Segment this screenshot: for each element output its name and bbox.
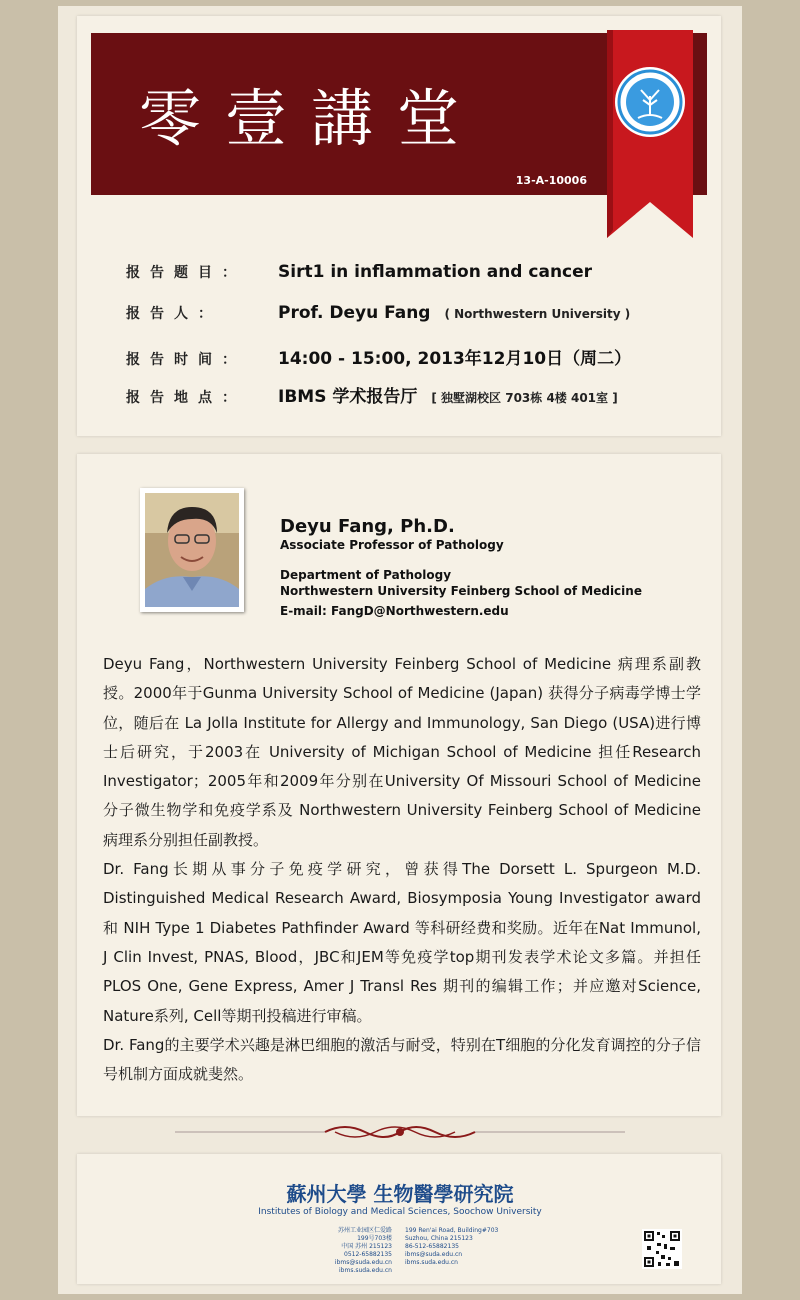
speaker-email: E-mail: FangD@Northwestern.edu [280, 604, 509, 618]
speaker-photo [140, 488, 244, 612]
qr-code-icon [642, 1229, 682, 1269]
ornament-divider [175, 1120, 625, 1144]
institute-name-en: Institutes of Biology and Medical Sciences, Soochow University [258, 1207, 542, 1217]
address-line: 中国 苏州 215123 [341, 1243, 392, 1250]
venue-label: 报告地点： [126, 390, 246, 406]
bio-paragraph: Dr. Fang的主要学术兴趣是淋巴细胞的激活与耐受，特别在T细胞的分化发育调控的分子信号机制方面成就斐然。 [103, 1035, 701, 1084]
event-code: 13-A-10006 [515, 174, 587, 187]
address-cn [332, 1227, 392, 1275]
topic-value: Sirt1 in inflammation and cancer [278, 262, 593, 282]
info-row-speaker [126, 303, 630, 323]
speaker-name: Deyu Fang, Ph.D. [280, 516, 455, 537]
footer-panel [77, 1154, 721, 1284]
time-label: 报告时间： [126, 352, 246, 368]
time-value: 14:00 - 15:00, 2013年12月10日（周二） [278, 349, 632, 369]
info-row-topic [126, 262, 592, 282]
speaker-school: Northwestern University Feinberg School of Medicine [280, 584, 642, 598]
address-line: 苏州工业园区仁爱路199号703楼 [337, 1227, 392, 1242]
speaker-department: Department of Pathology [280, 568, 452, 582]
speaker-label: 报告人： [126, 306, 222, 322]
bio-paragraph: Dr. Fang长期从事分子免疫学研究，曾获得The Dorsett L. Spurgeon M.D. Distinguished Medical Research Award, Biosymposia Young Investigator award 和 NIH Type 1 Diabetes Pathfinder Award 等科研经费和奖励。近年在Nat Immunol, J Clin Invest, PNAS, Blood，JBC和JEM等免疫学top期刊发表学术论文多篇。并担任PLOS One, Gene Express, Amer J Transl Res 期刊的编辑工作；并应邀对Science, Nature系列, Cell等期刊投稿进行审稿。 [103, 860, 701, 1025]
topic-label: 报告题目： [126, 265, 246, 281]
venue-detail: [ 独墅湖校区 703栋 4楼 401室 ] [431, 391, 618, 405]
address-en [405, 1227, 498, 1267]
phone: 86-512-65882135 [405, 1243, 459, 1250]
address-line: 199 Ren'ai Road, Building#703 [405, 1227, 499, 1234]
ribbon-seal [605, 30, 695, 238]
info-row-venue [126, 382, 618, 407]
email: ibms@suda.edu.cn [334, 1259, 392, 1266]
website: ibms.suda.edu.cn [405, 1259, 458, 1266]
institute-name-cn: 蘇州大學 生物醫學研究院 [286, 1182, 514, 1206]
phone: 0512-65882135 [344, 1251, 392, 1258]
address-line: Suzhou, China 215123 [405, 1235, 473, 1242]
email: ibms@suda.edu.cn [405, 1251, 463, 1258]
info-row-time [126, 344, 631, 369]
bio-paragraph: Deyu Fang，Northwestern University Feinberg School of Medicine 病理系副教授。2000年于Gunma University School of Medicine (Japan) 获得分子病毒学博士学位，随后在 La Jolla Institute for Allergy and Immunology, San Diego (USA)进行博士后研究，于2003在 University of Michigan School of Medicine 担任Research Investigator；2005年和2009年分别在University Of Missouri School of Medicine 分子微生物学和免疫学系及 Northwestern University Feinberg School of Medicine 病理系分别担任副教授。 [103, 655, 701, 849]
speaker-affiliation: ( Northwestern University ) [444, 307, 631, 321]
banner-title: 零壹講堂 [138, 82, 483, 155]
website: ibms.suda.edu.cn [339, 1267, 392, 1274]
speaker-title: Associate Professor of Pathology [280, 538, 504, 552]
venue-value: IBMS 学术报告厅 [278, 387, 418, 407]
speaker-value: Prof. Deyu Fang [278, 303, 431, 323]
biography [103, 650, 701, 1089]
